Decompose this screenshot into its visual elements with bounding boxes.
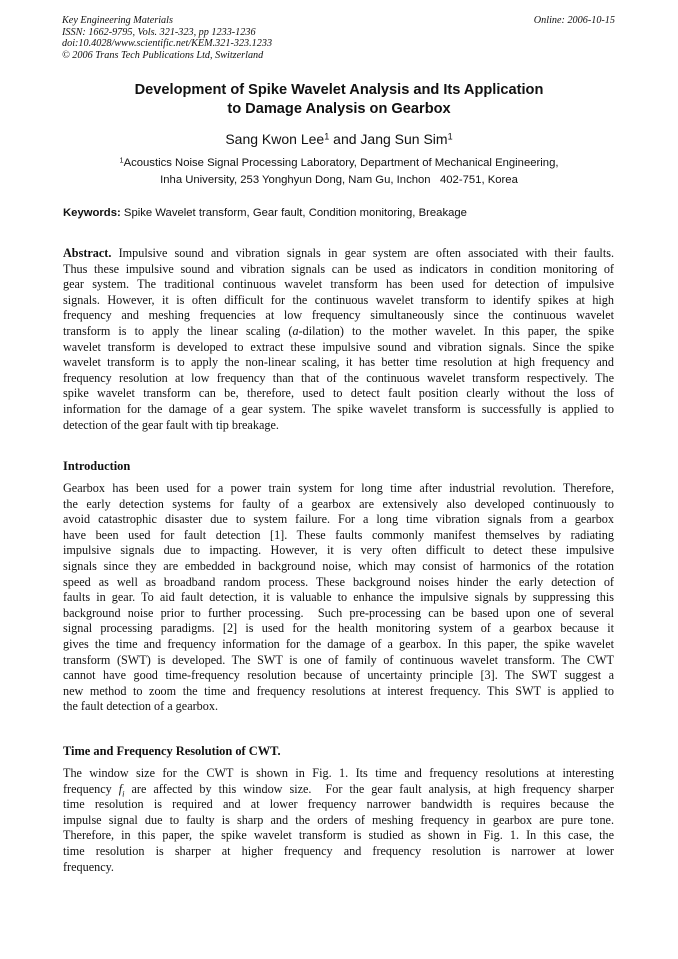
title-line-2: to Damage Analysis on Gearbox xyxy=(227,101,451,117)
author-list xyxy=(0,130,678,148)
section-line: frequency. xyxy=(63,859,114,874)
intro-line: transform (SWT) is developed. The SWT is one of family of continuous wavelet transform. The CWT xyxy=(63,652,614,667)
section-line: impulse signal due to faulty is sharp and the orders of meshing frequency in gearbox are pure tone. xyxy=(63,812,614,827)
intro-line: background noise prior to further processing. Such pre-processing can be based upon one of several xyxy=(63,605,614,620)
abstract-line: wavelet transform is to apply the non-linear scaling, it has better time resolution at high frequency and xyxy=(63,355,614,370)
paper-title xyxy=(0,81,678,119)
introduction-body xyxy=(63,481,614,715)
abstract xyxy=(63,246,614,433)
intro-line: the fault detection of a gearbox. xyxy=(63,699,218,714)
intro-line: impulsive signals due to impacting. However, it is very often difficult to detect these impulsive xyxy=(63,543,614,558)
abstract-line: spike wavelet transform can be, therefore, used to detect fault position clearly without the loss of xyxy=(63,386,614,401)
affiliation-marker: 1 xyxy=(119,155,124,165)
abstract-line: frequency resolution at low frequency than that of the continuous wavelet transform respectively. The xyxy=(63,370,614,385)
intro-line: signals since they are embedded in background noise, which may consist of harmonics of the rotation xyxy=(63,558,614,573)
affiliation-line-1: Acoustics Noise Signal Processing Laboratory, Department of Mechanical Engineering, xyxy=(123,157,559,169)
abstract-line: wavelet transform is developed to extract these impulsive sound and vibration signals. Since the spike xyxy=(63,339,614,354)
author-1-affil: 1 xyxy=(324,131,330,142)
section-line: time resolution is sharper at higher frequency and frequency resolution is narrower at lower xyxy=(63,843,614,858)
online-date: Online: 2006-10-15 xyxy=(533,15,615,26)
introduction-heading: Introduction xyxy=(63,459,131,473)
intro-line: avoid catastrophic disaster due to system failure. For a long time vibration signals from a gearbox xyxy=(63,512,614,527)
doi-line: doi:10.4028/www.scientific.net/KEM.321-323.1233 xyxy=(62,38,273,49)
section-heading-cwt: Time and Frequency Resolution of CWT. xyxy=(63,744,281,758)
section-line: time resolution is required and at lower frequency narrower bandwidth is requires because the xyxy=(63,797,614,812)
section-line: The window size for the CWT is shown in Fig. 1. Its time and frequency resolutions at interesting xyxy=(63,766,614,780)
author-2: Jang Sun Sim xyxy=(360,131,448,147)
intro-line: faults in gear. To aid fault detection, it is valuable to enhance the impulsive signals by suppressing this xyxy=(63,590,614,605)
author-1: Sang Kwon Lee xyxy=(225,131,325,147)
abstract-line: signals. However, it is often difficult for the continuous wavelet transform to identify spikes at high xyxy=(63,292,614,307)
intro-line: signal processing paradigms. [2] is used for the health monitoring system of a gearbox because it xyxy=(63,621,614,636)
intro-line: speed as well as broadband random process. These background noises hinder the early detection of xyxy=(63,574,614,589)
issn-line: ISSN: 1662-9795, Vols. 321-323, pp 1233-1236 xyxy=(62,26,256,38)
abstract-line: Thus these impulsive sound and vibration signals can be used as indicators in condition monitoring of xyxy=(63,261,614,276)
section-line: frequency $f_i$ are affected by this window size. For the gear fault analysis, at high frequency sharper xyxy=(63,781,614,798)
abstract-line: information for the damage of a gear system. The spike wavelet transform is successfully is applied to xyxy=(63,401,614,416)
author-separator: and xyxy=(329,131,361,147)
intro-line: new method to zoom the time and frequency resolutions at interest frequency. This SWT is applied to xyxy=(63,683,614,698)
copyright-line: © 2006 Trans Tech Publications Ltd, Switzerland xyxy=(62,49,264,61)
abstract-line: transform is to apply the linear scaling (a-dilation) to the mother wavelet. In this paper, the spike xyxy=(63,323,614,338)
abstract-line: detection of the gear fault with tip breakage. xyxy=(63,417,279,432)
intro-line: Gearbox has been used for a power train system for long time after industrial revolution. Therefore, xyxy=(63,481,614,495)
section-line: Therefore, in this paper, the spike wavelet transform is studied as shown in Fig. 1. In this case, the xyxy=(63,828,614,843)
affiliation-line-2: Inha University, 253 Yonghyun Dong, Nam Gu, Inchon 402-751, Korea xyxy=(160,174,518,186)
abstract-label: Abstract. xyxy=(63,246,112,260)
keywords-text: Spike Wavelet transform, Gear fault, Condition monitoring, Breakage xyxy=(120,207,467,219)
intro-line: have been used for fault detection [1]. These faults commonly manifest themselves by radiating xyxy=(63,527,614,542)
journal-name: Key Engineering Materials xyxy=(62,15,173,26)
title-line-1: Development of Spike Wavelet Analysis and Its Application xyxy=(134,82,544,98)
affiliation xyxy=(0,155,678,189)
author-2-affil: 1 xyxy=(447,131,453,142)
intro-line: the early detection systems for faulty of a gearbox are extensively also developed continuously to xyxy=(63,496,614,511)
section-cwt-body xyxy=(63,766,614,875)
abstract-line: Abstract. Impulsive sound and vibration signals in gear system are often associated with their faults. xyxy=(63,246,614,260)
intro-line: gives the time and frequency information for the damage of a gearbox. In this paper, the spike wavelet xyxy=(63,636,614,651)
intro-line: cannot have good time-frequency resolution because of uncertainty principle [3]. The SWT suggest a xyxy=(63,668,614,683)
keywords xyxy=(63,207,467,219)
journal-header xyxy=(62,15,272,61)
abstract-line: frequency and meshing frequencies at low frequency simultaneously since the continuous wavelet xyxy=(63,308,614,323)
keywords-label: Keywords: xyxy=(63,207,121,219)
abstract-line: gear system. The traditional continuous wavelet transform has been used for detection of impulsive xyxy=(63,277,614,292)
